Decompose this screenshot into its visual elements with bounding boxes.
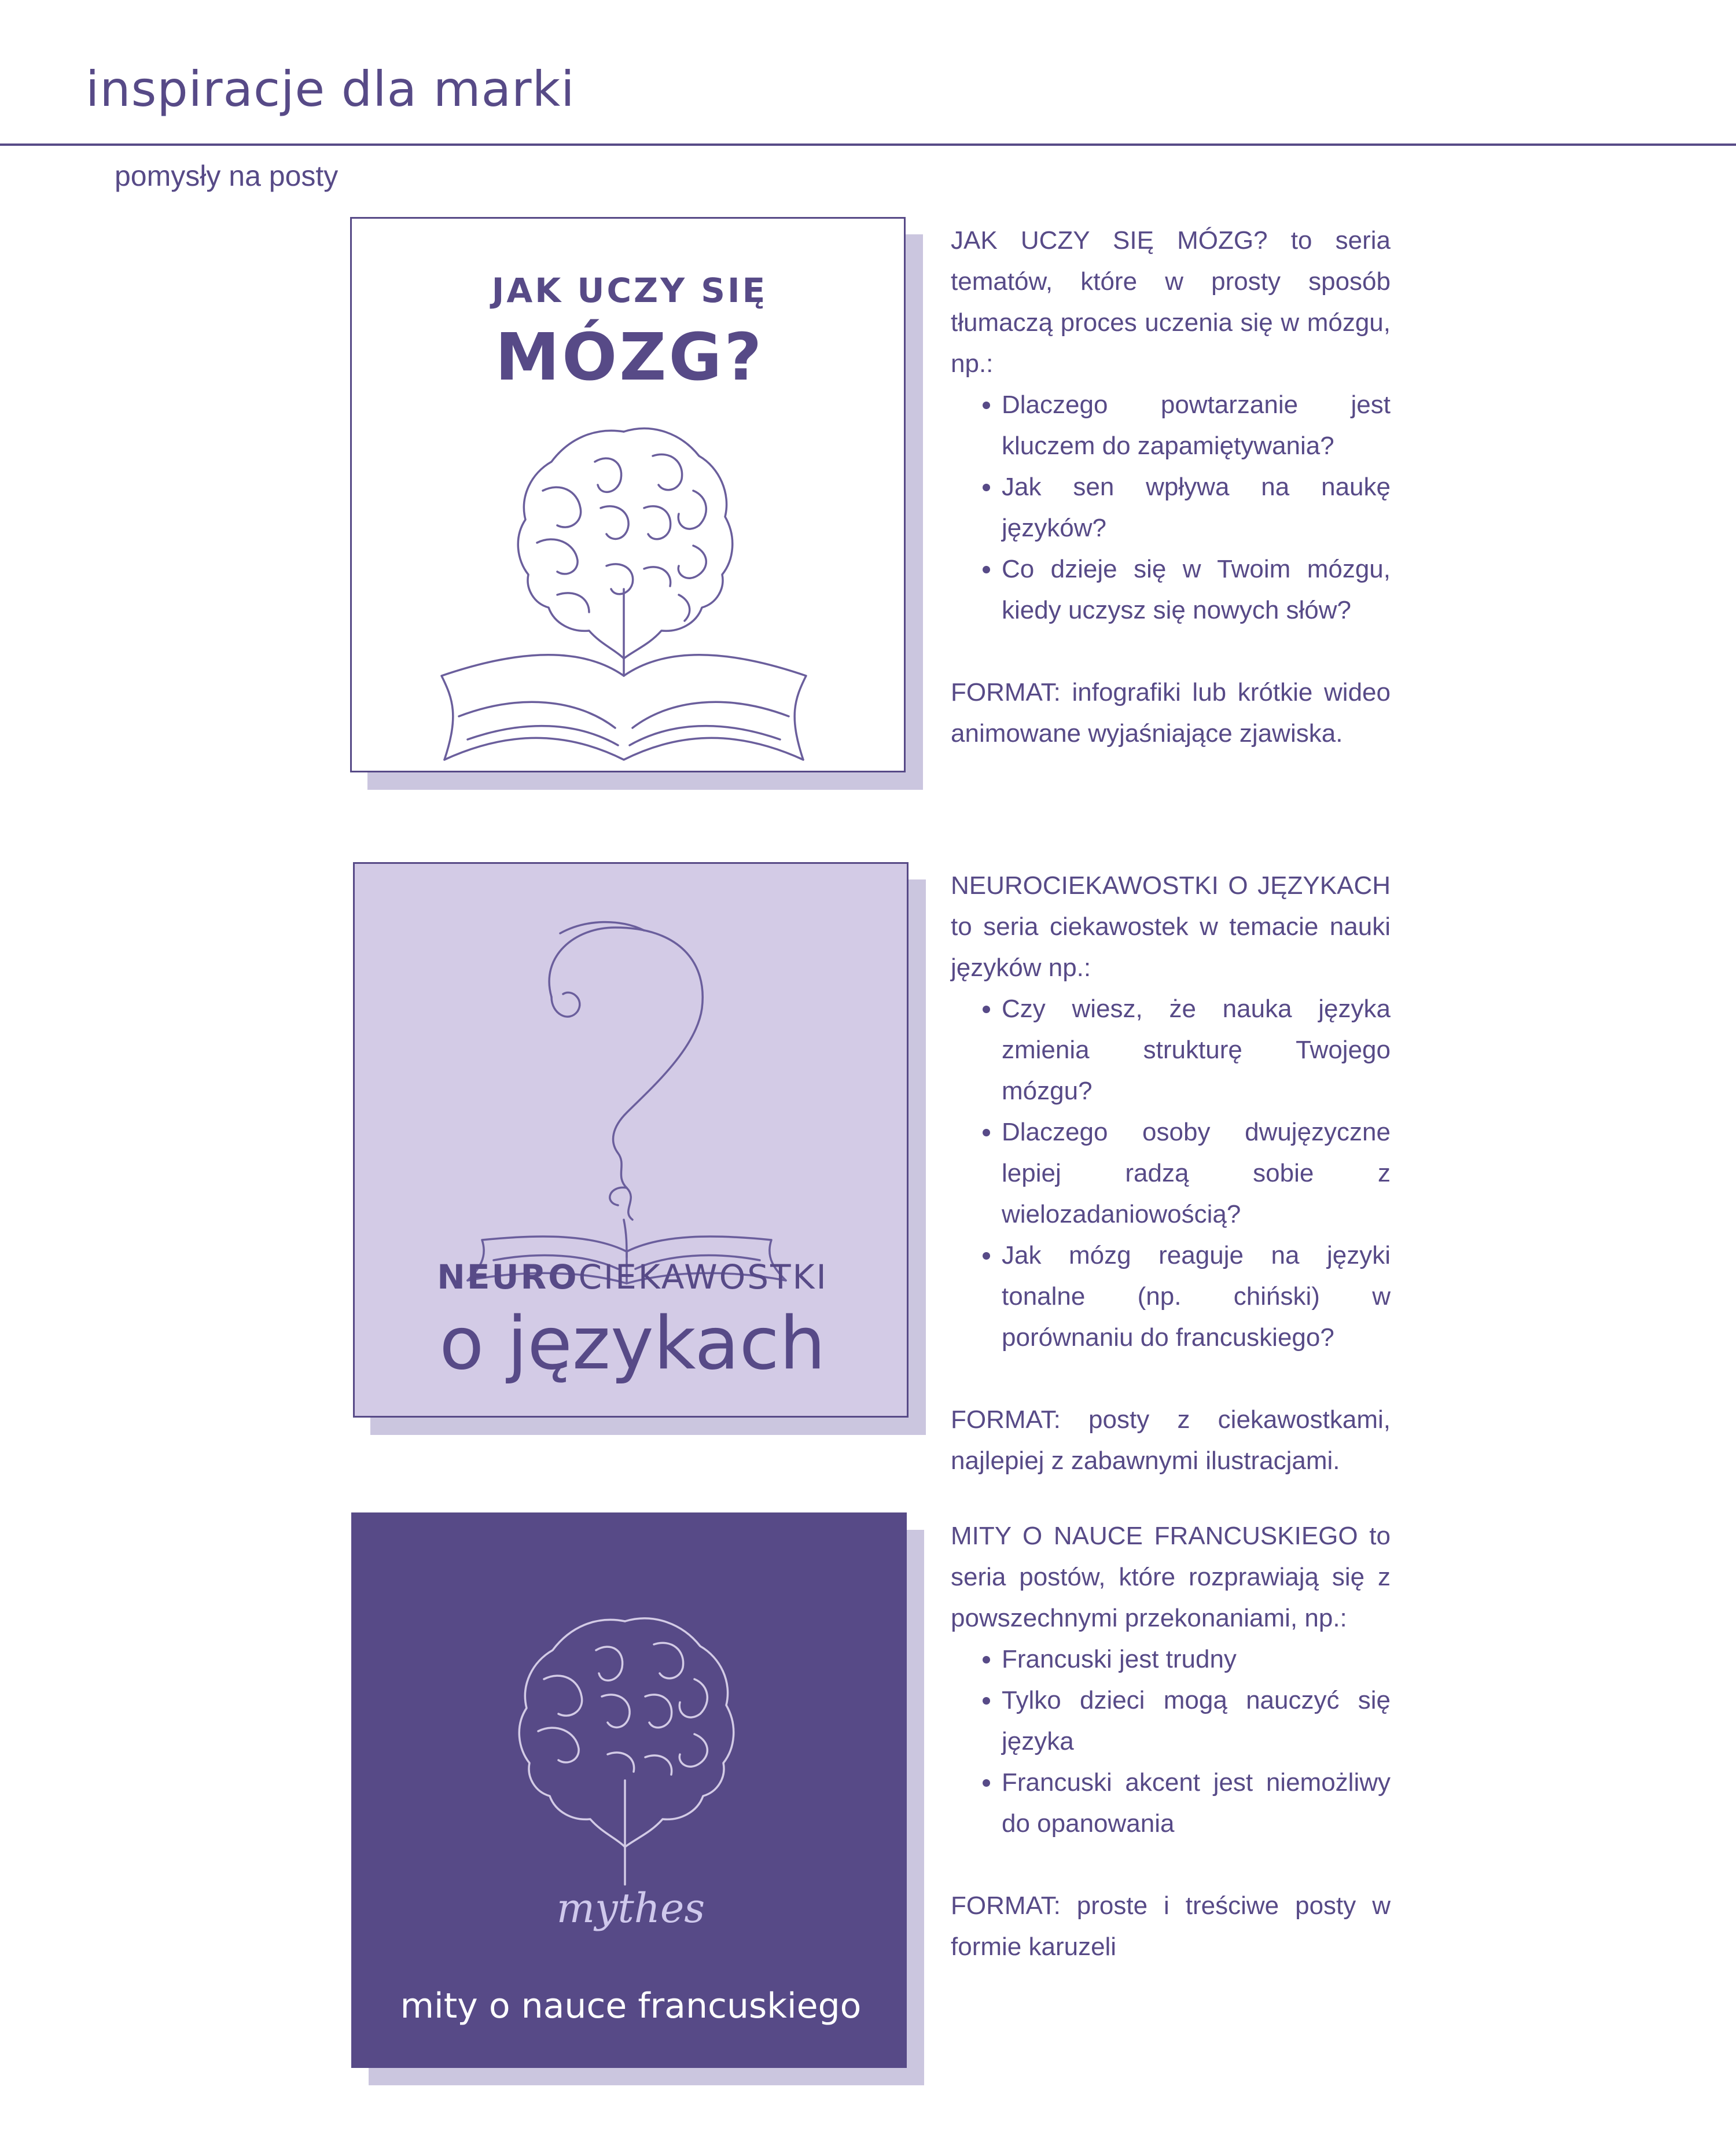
list-item: • Co dzieje się w Twoim mózgu, kiedy uczysz się nowych słów? (1002, 549, 1391, 631)
brain-on-book-icon (352, 219, 906, 772)
card-artwork (353, 862, 909, 1418)
card-script-word: mythes (556, 1885, 705, 1932)
list-item: • Dlaczego osoby dwujęzyczne lepiej radzą sobie z wielozadaniowością? (1002, 1112, 1391, 1235)
page-title: inspiracje dla marki (86, 61, 575, 117)
title-divider (0, 143, 1736, 146)
post-bullet-list (951, 1639, 1391, 1844)
card-headline (355, 1257, 909, 1297)
card-artwork (351, 1512, 907, 2068)
post-bullet-list (951, 384, 1391, 631)
list-item: • Tylko dzieci mogą nauczyć się języka (1002, 1680, 1391, 1762)
post-card-2 (353, 862, 909, 1418)
post-description-3 (951, 1515, 1391, 1967)
card-kicker: JAK UCZY SIĘ (491, 271, 768, 310)
post-bullet-list (951, 988, 1391, 1358)
post-format: FORMAT: proste i treściwe posty w formie karuzeli (951, 1891, 1391, 1961)
post-description-2 (951, 865, 1391, 1481)
card-subheadline: o językach (439, 1301, 826, 1386)
post-format: FORMAT: infografiki lub krótkie wideo animowane wyjaśniające zjawiska. (951, 678, 1391, 748)
card-caption: mity o nauce francuskiego (400, 1986, 862, 2026)
card-headline-rest: CIEKAWOSTKI (578, 1257, 828, 1297)
post-intro: NEUROCIEKAWOSTKI O JĘZYKACH to seria ciekawostek w temacie nauki języków np.: (951, 871, 1391, 982)
card-headline-bold: NEURO (437, 1257, 579, 1297)
card-artwork (350, 217, 906, 772)
list-item: • Czy wiesz, że nauka języka zmienia strukturę Twojego mózgu? (1002, 988, 1391, 1112)
post-format: FORMAT: posty z ciekawostkami, najlepiej z zabawnymi ilustracjami. (951, 1405, 1391, 1475)
post-card-3 (351, 1512, 907, 2068)
list-item: • Dlaczego powtarzanie jest kluczem do zapamiętywania? (1002, 384, 1391, 466)
list-item: • Francuski jest trudny (1002, 1639, 1391, 1680)
page-subtitle: pomysły na posty (115, 160, 339, 192)
post-description-1 (951, 220, 1391, 754)
post-intro: MITY O NAUCE FRANCUSKIEGO to seria postów, które rozprawiają się z powszechnymi przekonaniami, np.: (951, 1522, 1391, 1632)
brain-outline-icon (353, 1514, 907, 2068)
list-item: • Jak sen wpływa na naukę języków? (1002, 466, 1391, 549)
list-item: • Francuski akcent jest niemożliwy do opanowania (1002, 1762, 1391, 1844)
post-card-1 (350, 217, 906, 772)
card-headline: MÓZG? (495, 320, 764, 395)
list-item: • Jak mózg reaguje na języki tonalne (np. chiński) w porównaniu do francuskiego? (1002, 1235, 1391, 1358)
post-intro: JAK UCZY SIĘ MÓZG? to seria tematów, które w prosty sposób tłumaczą proces uczenia się w mózgu, np.: (951, 226, 1391, 378)
